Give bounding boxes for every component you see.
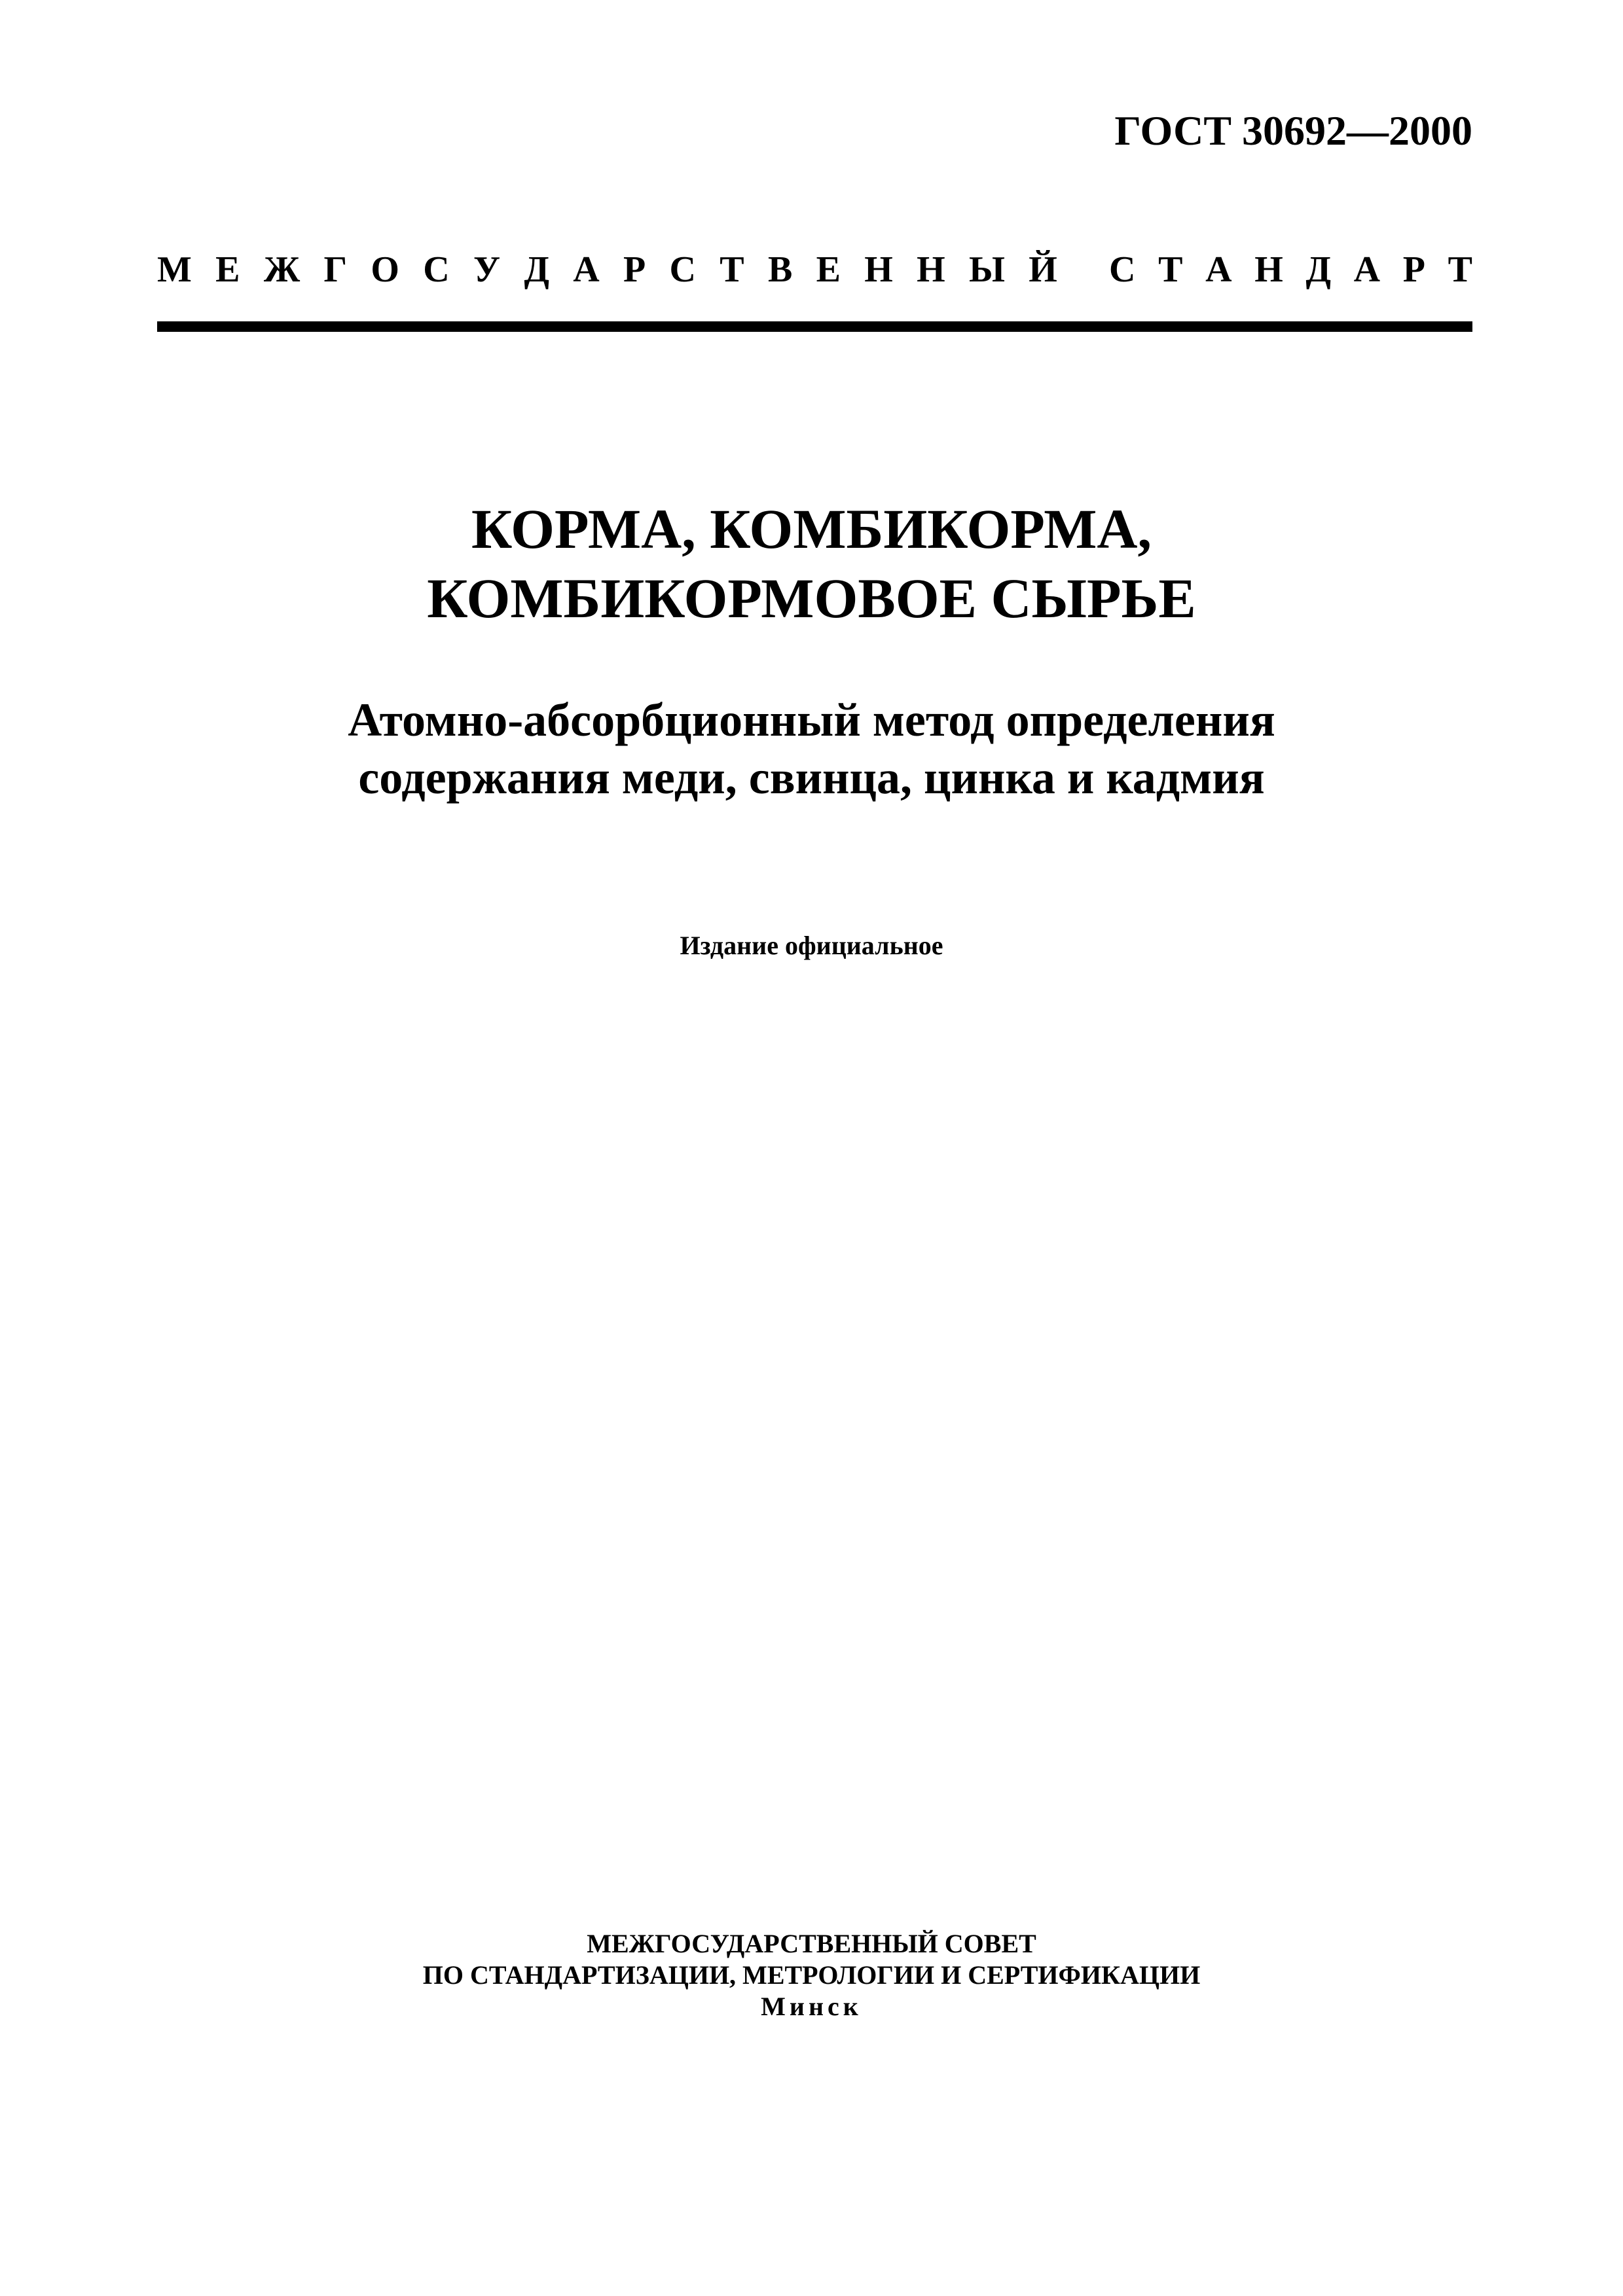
publisher-line-2: ПО СТАНДАРТИЗАЦИИ, МЕТРОЛОГИИ И СЕРТИФИКАЦИИ: [422, 1960, 1201, 1990]
header-letter: С: [423, 249, 450, 290]
header-letter: В: [767, 249, 793, 290]
header-letter: А: [1205, 249, 1232, 290]
header-letter: Т: [1448, 249, 1472, 290]
header-letter: Р: [623, 249, 646, 290]
header-word-interstate: [157, 251, 1057, 288]
subtitle-line-2: содержания меди, свинца, цинка и кадмия: [358, 751, 1265, 804]
header-letter: Д: [524, 249, 549, 290]
header-letter: Ы: [968, 249, 1005, 290]
edition-label: Издание официальное: [680, 931, 943, 960]
header-letter: А: [573, 249, 600, 290]
publisher-line-1: МЕЖГОСУДАРСТВЕННЫЙ СОВЕТ: [587, 1929, 1036, 1958]
document-title: [0, 494, 1623, 633]
header-letter: Н: [1254, 249, 1283, 290]
header-letter: С: [669, 249, 696, 290]
title-line-2: КОМБИКОРМОВОЕ СЫРЬЕ: [427, 567, 1196, 630]
document-subtitle: [0, 691, 1623, 806]
standard-type-header: [157, 251, 1472, 288]
header-letter: Р: [1402, 249, 1425, 290]
header-letter: Т: [1158, 249, 1183, 290]
header-letter: Н: [917, 249, 945, 290]
header-letter: У: [473, 249, 501, 290]
publisher-city: Минск: [761, 1992, 862, 2021]
header-letter: Н: [864, 249, 893, 290]
header-letter: О: [371, 249, 399, 290]
subtitle-line-1: Атомно-абсорбционный метод определения: [348, 694, 1275, 746]
header-letter: Ж: [263, 249, 301, 290]
header-letter: Г: [323, 249, 348, 290]
title-line-1: КОРМА, КОМБИКОРМА,: [471, 497, 1152, 560]
header-letter: С: [1109, 249, 1136, 290]
standard-number: ГОСТ 30692—2000: [1114, 107, 1472, 154]
header-letter: Е: [215, 249, 240, 290]
header-letter: Й: [1029, 249, 1057, 290]
publisher-block: [0, 1928, 1623, 2022]
header-letter: А: [1353, 249, 1381, 290]
header-letter: Д: [1305, 249, 1331, 290]
header-letter: М: [157, 249, 192, 290]
header-letter: Т: [720, 249, 744, 290]
header-word-standard: [1109, 251, 1472, 288]
header-letter: Е: [816, 249, 841, 290]
header-divider-rule: [157, 321, 1472, 332]
